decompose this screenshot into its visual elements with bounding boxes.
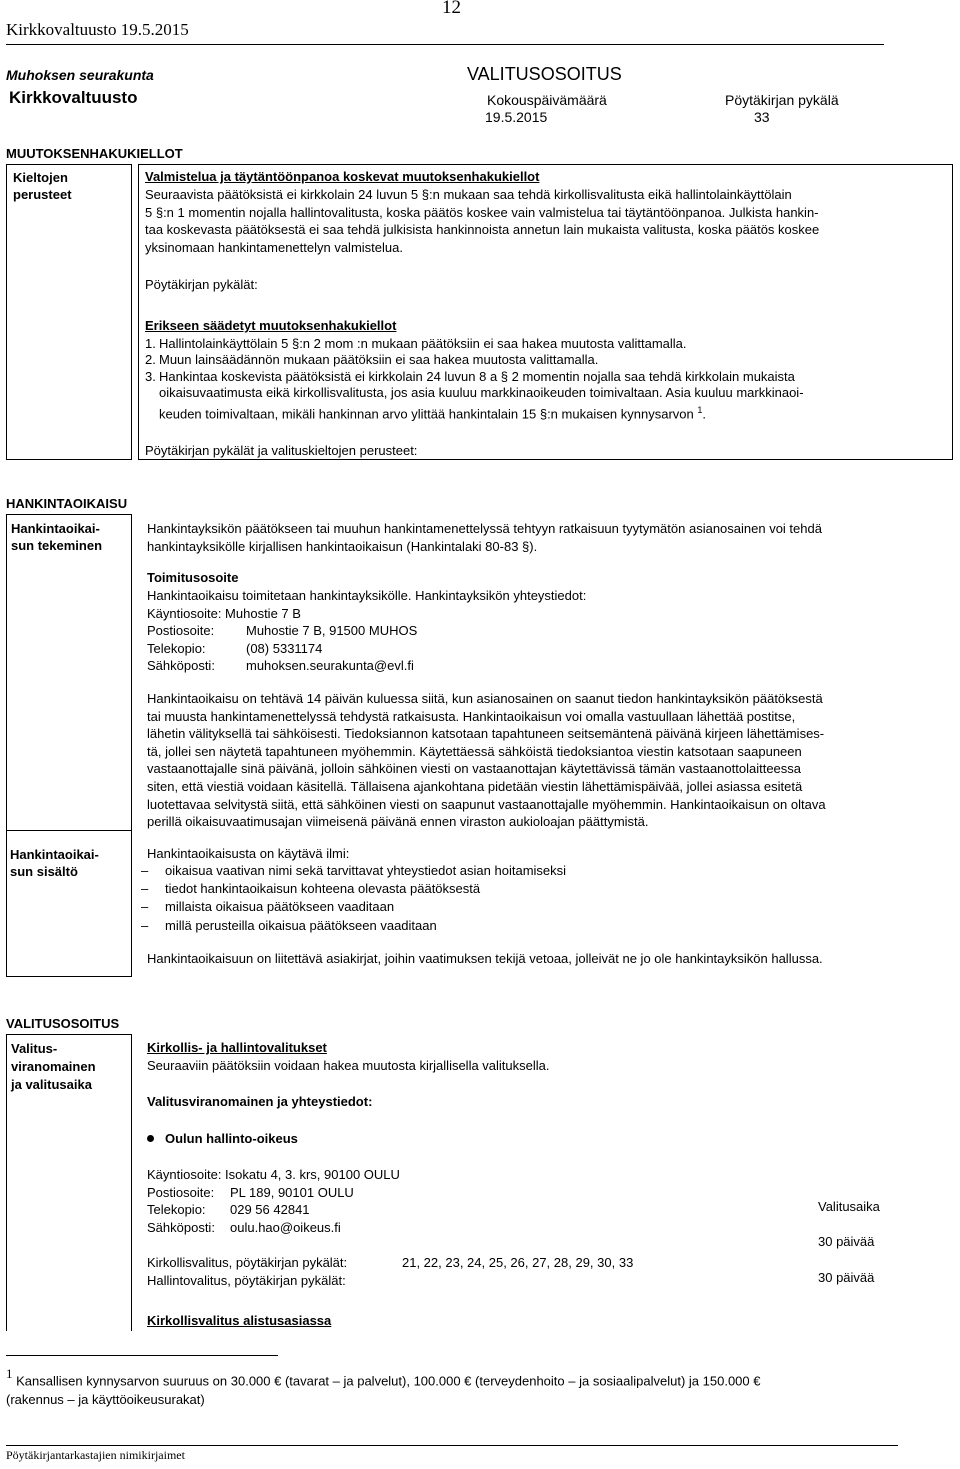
list-item: 2. Muun lainsäädännön mukaan päätöksiin ei saa hakea muutosta valittamalla. [145,352,599,368]
appeal-label-line3: ja valitusaika [11,1077,92,1092]
procurement-content-intro: Hankintaoikaisusta on käytävä ilmi: [147,846,350,861]
footer-rule [6,1445,898,1446]
restrictions-label-box [6,164,132,460]
specific-restrictions-title: Erikseen säädetyt muutoksenhakukiellot [145,318,397,333]
organ-name: Kirkkovaltuusto [9,88,138,107]
list-item: – millä perusteilla oikaisua päätökseen vaaditaan [137,917,566,935]
meeting-date-label: Kokouspäivämäärä [487,92,607,108]
referral-appeal-title: Kirkollisvalitus alistusasiassa [147,1313,332,1328]
procurement-intro-line: hankintayksikölle kirjallisen hankintaoikaisun (Hankintalaki 80-83 §). [147,538,538,554]
fax-label: Telekopio: [147,640,206,656]
admin-appeal-days: 30 päivää [818,1270,875,1285]
court-contact-block [147,1166,400,1236]
church-appeals-text: Seuraaviin päätöksiin voidaan hakea muutosta kirjallisella valituksella. [147,1058,550,1073]
footnote-mark: 1 [6,1366,13,1381]
procurement-content-label-line1: Hankintaoikai- [10,847,99,862]
restrictions-label-line2: perusteet [13,187,72,202]
restrictions-heading: MUUTOKSENHAKUKIELLOT [6,146,183,161]
list-item: – tiedot hankintaoikaisun kohteena olevasta päätöksestä [137,880,566,898]
visiting-address: Käyntiosoite: Muhostie 7 B [147,605,301,621]
appeal-label-line1: Valitus- [11,1041,58,1056]
court-postal-value: PL 189, 90101 OULU [230,1184,354,1200]
postal-address-label: Postiosoite: [147,623,215,639]
footnote [6,1366,760,1409]
paragraph-line: vastaanottajalle sinä päivänä, jolloin sähköinen viesti on vastaanottajan käytettävissä tämän vastaanottolaitteessa [147,761,802,777]
court-visiting-address: Käyntiosoite: Isokatu 4, 3. krs, 90100 OULU [147,1167,400,1182]
section-label: Pöytäkirjan pykälä [725,92,839,108]
court-email-label: Sähköposti: [147,1219,215,1235]
footnote-line1: Kansallisen kynnysarvon suuruus on 30.000 € (tavarat – ja palvelut), 100.000 € (terveydenhoito – ja sosiaalipalvelut) ja 150.000 € [16,1373,761,1389]
restrictions-line: 5 §:n 1 momentin nojalla hallintovalitusta, koska päätös koskee vain valmistelua tai täytäntöönpanoa. Julkista hankin- [145,204,819,220]
paragraph-line: lähetin välityksellä tai sähköisesti. Tiedoksiannon katsotaan tapahtuneen seitsemäntenä päivänä kirjeen lähettämises- [147,726,825,742]
church-appeal-sections-label: Kirkollisvalitus, pöytäkirjan pykälät: [147,1255,348,1270]
court-item [147,1131,298,1146]
paragraph-line: tä, jollei sen näytetä tapahtuneen myöhemmin. Käytettäessä sähköistä tiedoksiantoa viestin katsotaan saapuneen [147,743,802,759]
procurement-content-list [137,862,566,935]
list-item: – millaista oikaisua päätökseen vaaditaan [137,898,566,916]
paragraph-line: siten, että viestiä voidaan käsitellä. Tällaisena ajankohtana pidetään viestin lähettämispäivää, jollei asiassa esitetä [147,778,803,794]
protocol-sections-label: Pöytäkirjan pykälät: [145,277,258,292]
paragraph-line: perillä oikaisuvaatimusajan viimeisenä päivänä ennen viraston aukioloajan päättymistä. [147,814,649,830]
signature-initials-label: Pöytäkirjantarkastajien nimikirjaimet [6,1448,185,1462]
procurement-content-label-line2: sun sisältö [10,864,78,879]
footnote-line2: (rakennus – ja käyttöoikeusurakat) [6,1392,205,1408]
church-appeal-days: 30 päivää [818,1234,875,1249]
specific-restrictions-list [145,336,945,422]
procurement-label-line1: Hankintaoikai- [11,521,100,536]
procurement-label-line2: sun tekeminen [11,538,103,553]
appeal-authority-title: Valitusviranomainen ja yhteystiedot: [147,1094,373,1109]
restrictions-line: Seuraavista päätöksistä ei kirkkolain 24 luvun 5 §:n mukaan saa tehdä kirkollisvalitusta eikä hallintolainkäyttölain [145,187,792,202]
page-number: 12 [442,0,461,18]
email-label: Sähköposti: [147,658,215,674]
court-name: Oulun hallinto-oikeus [165,1131,298,1146]
paragraph-line: Hankintaoikaisu on tehtävä 14 päivän kuluessa siitä, kun asianosainen on saanut tiedon hankintayksikön päätöksestä [147,691,823,706]
court-fax-value: 029 56 42841 [230,1202,310,1218]
court-email-value[interactable]: oulu.hao@oikeus.fi [230,1219,341,1235]
church-appeal-sections-value: 21, 22, 23, 24, 25, 26, 27, 28, 29, 30, 33 [402,1255,634,1270]
admin-appeal-sections-label: Hallintovalitus, pöytäkirjan pykälät: [147,1273,346,1288]
delivery-address-block [147,587,586,675]
restrictions-paragraph [145,186,945,256]
bullet-icon [147,1135,154,1142]
procurement-label-divider [6,830,132,831]
paragraph-line: luotettavaa selvitystä siitä, että sähköinen viesti on saapunut vastaanottajalle myöhemmin. Hankintaoikaisun on oltava [147,796,826,812]
appeal-heading: VALITUSOSOITUS [6,1016,120,1031]
procurement-label-box [6,514,132,977]
list-item: – oikaisua vaativan nimi sekä tarvittavat yhteystiedot asian hoitamiseksi [137,862,566,880]
attachments-note: Hankintaoikaisuun on liitettävä asiakirjat, joihin vaatimuksen tekijä vetoaa, jolleivät ne jo ole hankintayksikön hallussa. [147,951,823,966]
delivery-address-title: Toimitusosoite [147,570,239,585]
procurement-intro-line: Hankintayksikön päätökseen tai muuhun hankintamenettelyssä tehtyyn ratkaisuun tyytymätön asianosainen voi tehdä [147,521,822,536]
footnote-reference: 1 [697,404,703,415]
procurement-intro [147,520,955,555]
list-item: 3. Hankintaa koskevista päätöksistä ei kirkkolain 24 luvun 8 a § 2 momentin nojalla saa tehdä kirkkolain mukaista oikaisuvaatimusta eikä kirkollisvalitusta, jos asia kuuluu markkinaoikeuden toimivaltaan. Asia kuuluu markkinaoi- keuden toimivaltaan, mikäli hankinnan arvo ylittää hankintalain 15 §:n mukaisen kynnysarvon $^1$. [145,368,804,421]
footnote-separator [6,1355,278,1356]
appeal-period-label: Valitusaika [818,1199,880,1214]
procurement-deadline-paragraph [147,690,955,831]
delivery-instruction: Hankintaoikaisu toimitetaan hankintayksikölle. Hankintayksikön yhteystiedot: [147,588,587,603]
court-postal-label: Postiosoite: [147,1184,215,1200]
protocol-sections-reasons-label: Pöytäkirjan pykälät ja valituskieltojen perusteet: [145,443,418,458]
email-value[interactable]: muhoksen.seurakunta@evl.fi [246,658,414,674]
fax-value: (08) 5331174 [246,640,323,656]
restrictions-title: Valmistelua ja täytäntöönpanoa koskevat muutoksenhakukiellot [145,169,540,184]
paragraph-line: tai muusta hankintamenettelyssä tehdystä ratkaisusta. Hankintaoikaisun voi omalla vastuullaan lähettää postitse, [147,708,796,724]
contact-table [147,622,417,675]
restrictions-label-line1: Kieltojen [13,170,68,185]
court-contact-table [147,1184,354,1237]
organization-name: Muhoksen seurakunta [6,67,154,83]
church-appeals-title: Kirkollis- ja hallintovalitukset [147,1040,327,1055]
meeting-date: 19.5.2015 [485,109,548,125]
restrictions-line: yksinomaan hankintamenettelyn valmistelua. [145,239,403,255]
court-fax-label: Telekopio: [147,1202,206,1218]
appeal-label-box [6,1034,132,1331]
document-date: Kirkkovaltuusto 19.5.2015 [6,20,189,39]
header-rule [6,44,884,45]
postal-address-value: Muhostie 7 B, 91500 MUHOS [246,623,418,639]
procurement-heading: HANKINTAOIKAISU [6,496,128,511]
document-type: VALITUSOSOITUS [467,64,622,84]
section-number: 33 [754,109,770,125]
restrictions-line: taa koskevasta päätöksestä ei saa tehdä julkisista hankinnoista annetun lain mukaista valitusta, koska päätös koskee [145,222,820,238]
appeal-label-line2: viranomainen [11,1059,96,1074]
list-item: 1. Hallintolainkäyttölain 5 §:n 2 mom :n mukaan päätöksiin ei saa hakea muutosta valittamalla. [145,336,687,351]
